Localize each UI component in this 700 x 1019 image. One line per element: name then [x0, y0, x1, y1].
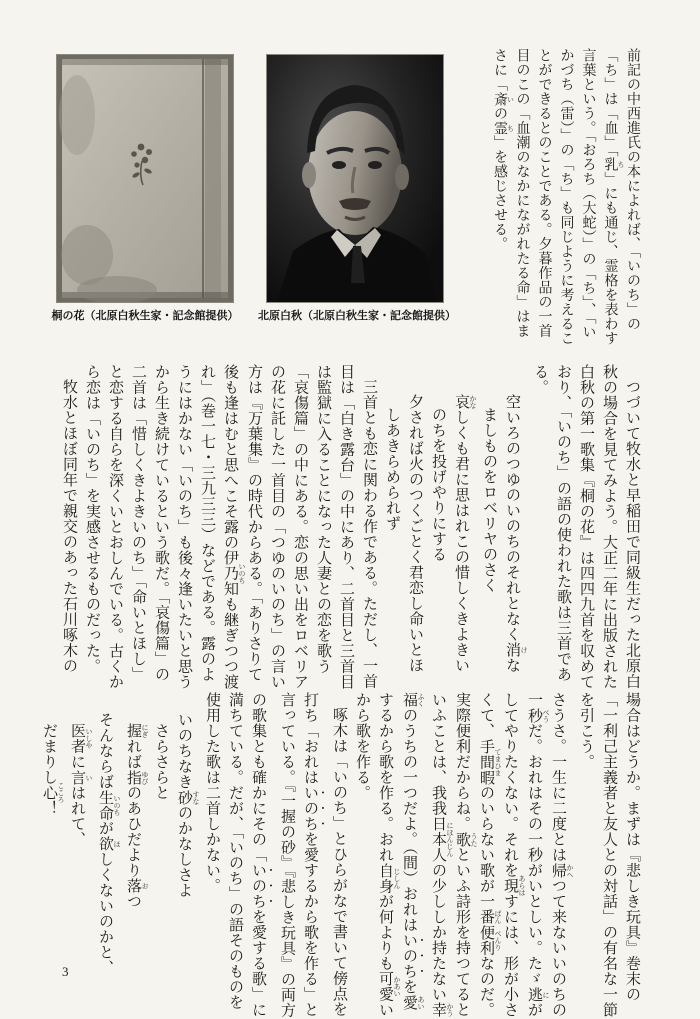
paragraph-poem2: ましものをロベリヤのさく [481, 407, 497, 593]
paragraph-quote: さうさ。一生に二度とは帰 かへつて来ないいのちの一秒 べうだ。おれはその一秒がいとしい。たゞ逃 にがしてやりたくない。それを現 あらはすには、形が小さくて、手間暇 てまひまのいらない歌が一番 ばん便利 べんりなのだ。実際便利だからね。歌 うたといふ詩形を持つてるといふことは、我我日本人 にほんじんの少ししか持たない幸 かう福 ふくのうちの一つだよ。（間）おれはいのちを愛 あいするから歌を作る。おれ自身 じしんが何よりも可愛 かあいいから歌を作る。 [354, 692, 574, 1018]
paragraph-noindent: 場合はどうか。まずは『悲しき玩具』巻末の「一利己主義者と友人との対話」の有名な一節を引こう。 [578, 692, 640, 1018]
paragraph-poem1: 夕されば火のつくごとく君恋し命いとほ [407, 394, 423, 673]
paragraph-poem1: 哀 かなしくも君に思はれこの惜しくきよきい [453, 394, 477, 673]
page-number: 3 [62, 964, 69, 979]
book-cover-photo [57, 55, 233, 302]
portrait-photo [267, 55, 443, 302]
paragraph-tankaA: そんならば生命 いのちが欲 ほしくないのかと、 [97, 712, 121, 976]
paragraph-tankaA: いのちなき砂 すなのかなしさよ [176, 712, 200, 898]
photo-caption-right: 北原白秋（北原白秋生家・記念館提供） [258, 310, 456, 322]
paragraph-indent: つづいて牧水と早稲田で同級生だった北原白秋の場合を見てみよう。大正二年に出版された白秋の第一歌集『桐の花』は四四九首を収めており、「いのち」の語の使われた歌は三首である。 [532, 364, 640, 690]
paragraph-poem2: しあきらめられず [384, 407, 400, 531]
paragraph-indent: 啄木は「いのち」とひらがなで書いて傍点を打ち「おれはいのちを愛するから歌を作る」と言っている。『一握の砂』『悲しき玩具』の両方の歌集とも確かにその「いのちを愛する歌」に満ちている。だが、「いのち」の語そのものを使用した歌は二首しかない。 [204, 692, 347, 1018]
book-cover-illustration [57, 55, 233, 302]
text-block-top-right [461, 48, 643, 348]
portrait-illustration [267, 55, 443, 302]
paragraph-noindent: 前記の中西進氏の本によれば、「いのち」の「ち」は「血」「乳 ち」にも通じ、霊格を表わす言葉という。「おろち（大蛇）」の「ち」、「いかづち（雷）」の「ち」も同じように考えることができるとのことである。夕暮作品の一首目のこの「血潮のなかにながれたる命」はまさに「斎 いの霊 ち」を感じさせる。 [492, 48, 640, 346]
paragraph-indent: 三首とも恋に関わる作である。ただし、一首目は「白き露台」の中にあり、二首目と三首目は監獄に入ることになった人妻との恋を歌う「哀傷篇」の中にある。恋の思い出をロベリアの花に託した一首目の「つゆのいのち」の言い方は『万葉集』の時代からある。「ありさりて後も逢はむと思へこそ露の伊乃知 いのちも継ぎつつ渡れ」（巻一七・三九三三）などである。露のようにはかない「いのち」も後々逢いたいと思うから生き続けているという歌だ。「哀傷篇」の二首は「惜しくきよきいのち」「命いとほし」と恋する自らを深くいとおしんでいる。古くから恋は「いのち」を実感させるものだった。 [84, 364, 377, 690]
text-block-middle [43, 364, 643, 692]
paragraph-tankaB: 医者 いしやに言 いはれて、 [69, 723, 93, 847]
photo-caption-left: 桐の花（北原白秋生家・記念館提供） [51, 310, 239, 322]
paragraph-tankaB: さらさらと [153, 723, 169, 801]
paragraph-indent: 牧水とほぼ同年で親交のあった石川啄木の [61, 379, 77, 674]
paragraph-poem2: のちを投げやりにする [430, 407, 446, 562]
paragraph-tankaB: だまりし心 こころ！ [41, 723, 65, 816]
text-block-bottom [43, 692, 643, 1019]
paragraph-tankaB: 握 にぎれば指 ゆびのあひだより落 おつ [125, 723, 149, 909]
paragraph-poem1: 空いろのつゆのいのちのそれとなく消 けな [504, 394, 528, 673]
